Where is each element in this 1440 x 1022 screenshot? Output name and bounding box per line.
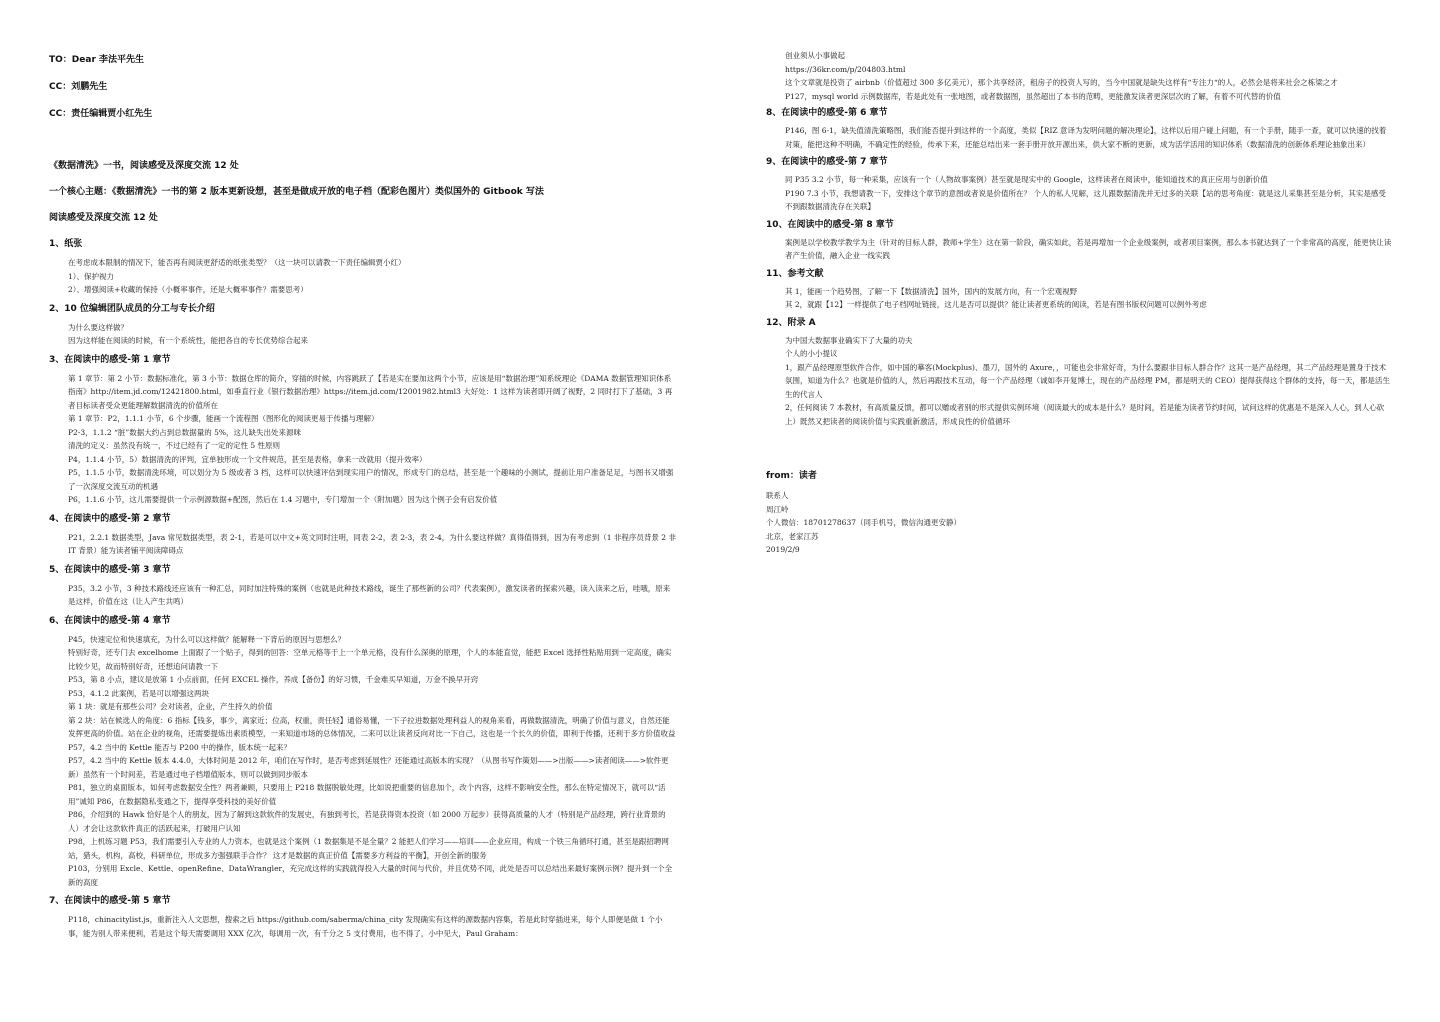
section-heading: 9、在阅读中的感受-第 7 章节	[766, 157, 888, 167]
section	[49, 895, 676, 940]
section-heading: 1、纸张	[49, 239, 83, 249]
document-title: 《数据清洗》一书，阅读感受及深度交流 12 处	[49, 161, 239, 171]
section-body	[766, 173, 1393, 214]
section-heading: 8、在阅读中的感受-第 6 章节	[766, 108, 888, 118]
contact-line: 联系人	[766, 491, 789, 500]
section-line: P98，上机练习题 P53，我们需要引入专业的人力资本，也就是这个案例（1 数据集是不是全量？2 能把人们学习——培训——企业应用，构成一个铁三角循环打通，甚至是跟招聘网站，猎头，机构，高校，科研单位，形成多方强强联手合作？ 这才是数据的真正价值【需要多方利益的平衡】，开创全新的服务	[68, 837, 669, 860]
section-line: P118，chinacitylist.js，重新注入人文思想，搜索之后 https://github.com/saberma/china_city 发现确实有这样的源数据内容集，若是此时穿插进来，每个人即便是做 1 个小事，能为别人带来便利，若是这个每天需要调用 XXX 亿次，每调用一次，有千分之 5 支付费用，也不得了，小中见大，Paul Graham：	[68, 915, 663, 938]
contact-line: 2019/2/9	[766, 545, 800, 554]
section-line: 案例是以学校教学教学为主（针对的目标人群，教师+学生）这在第一阶段，确实如此，若是再增加一个企业级案例，或者项目案例，那么本书就达到了一个非常高的高度，能更快让读者产生价值，融入企业一线实践	[785, 237, 1392, 260]
section-body	[766, 334, 1393, 429]
right-sections	[766, 107, 1393, 428]
section	[766, 219, 1393, 263]
section	[766, 107, 1393, 151]
section-heading: 10、在阅读中的感受-第 8 章节	[766, 219, 894, 230]
continued-line: P127，mysql world 示例数据库，若是此处有一张地图，或者数据图，虽然超出了本书的范畴，更能激发读者更深层次的了解，有着不可代替的价值	[785, 91, 1281, 101]
section-line: P6，1.1.6 小节，这儿需要提供一个示例源数据+配图，然后在 1.4 习题中，专门增加一个（附加题）因为这个例子会有启发价值	[68, 495, 498, 504]
continued-line: https://36kr.com/p/204803.html	[785, 64, 906, 74]
section-line: P81，独立的桌面版本，如何考虑数据安全性？两者兼顾，只要用上 P218 数据脱敏处理，比如说把重要的信息加个，改个内容，这样不影响安全性，那么在特定情况下，就可以“活用”诚知 P86，在数据隐私变通之下，提得享受科技的美好价值	[68, 783, 666, 806]
section-line: 特别好奇，还专门去 excelhome 上面跟了一个贴子，得到的回答：空单元格等于上一个单元格，没有什么深奥的原理，个人的本能直觉，能把 Excel 选择性粘贴用到一定高度，确实比较少见，故而特别好奇，还想追问请教一下	[68, 648, 672, 671]
section-line: P57，4.2 当中的 Kettle 版本 4.4.0，大体时间是 2012 年，咱们在写作时，是否考虑到延展性？还能通过高版本的实现？（从图书写作策划——>出版——>读者阅读——>软件更新）虽然有一个时间差，若是通过电子档增值版本，则可以做到同步版本	[68, 756, 669, 779]
section-line: 2，任何阅读 7 本教材，有高质量反馈，都可以赠或者别的形式提供实例环境（阅读最大的成本是什么？是时间，若是能为读者节约时间，试问这样的优惠是不是深入人心，到人心砍上）既然又把读者的阅读价值与实践重新激活，形成良性的价值循环	[785, 403, 1385, 426]
section-body	[49, 531, 676, 558]
section	[49, 564, 676, 609]
section	[49, 513, 676, 558]
continued-line: 创业须从小事做起	[785, 51, 845, 60]
section-line: P53，第 8 小点，建议是放第 1 小点前面，任何 EXCEL 操作，养成【备份】的好习惯，千金难买早知道，万金不换早开窍	[68, 675, 479, 684]
section-body	[766, 124, 1393, 151]
continued-text	[766, 49, 1393, 103]
section-line: 为中国大数据事业确实下了大量的功夫	[785, 335, 913, 345]
section-line: P103，分别用 Excle、Kettle、openRefine、DataWrangler，充完成这样的实践就得投入大量的时间与代价，并且优势不同，此处是否可以总结出来最好案例示例？提升到一个全新的高度	[68, 864, 673, 887]
section-line: 第 2 块：站在候选人的角度：6 指标【钱多，事少，离家近；位高，权重，责任轻】通俗易懂，一下子拉进数据处理利益人的视角来看，再做数据清洗，明确了价值与意义，自然还能发挥更高的价值。站在企业的视角，还需要提炼出素质模型，一来知道市场的总体情况，二来可以让读者反向对比一下自己，这也是一个长久的价值，即利于传播，还利于多方价值收益	[68, 715, 676, 738]
section-heading: 3、在阅读中的感受-第 1 章节	[49, 354, 171, 365]
section-line: 1）、保护视力	[68, 271, 115, 281]
section-body	[49, 633, 676, 890]
section-line: P57，4.2 当中的 Kettle 能否与 P200 中的操作，版本统一起来？	[68, 742, 292, 752]
section-line: P5，1.1.5 小节，数据清洗环境，可以划分为 5 级或者 3 档，这样可以快速评估到现实用户的情况，形成专门的总结，甚至是一个趣味的小测试，提前让用户准备足足，与图书又增强了一次深度交流互动的机遇	[68, 468, 674, 491]
contact-line: 北京，老家江苏	[766, 531, 819, 541]
section-line: P45，快速定位和快速填充，为什么可以这样做？能解释一下背后的原因与思想么？	[68, 634, 346, 644]
recipient-cc-1: CC：刘鹏先生	[49, 82, 108, 92]
section-body	[766, 236, 1393, 263]
section-line: P4，1.1.4 小节，5）数据清洗的评判，宜单独形成一个文件规范，甚至是表格，拿来一改就用（提升效率）	[68, 454, 427, 464]
section-body	[49, 913, 676, 940]
section-line: 其 2，就跟【12】一样提供了电子档网址链接，这儿是否可以提供？能让读者更系统的阅读，若是有图书版权问题可以例外考虑	[785, 300, 1207, 309]
contact-line: 个人微信：18701278637（同手机号，微信沟通更安静）	[766, 518, 961, 527]
section	[49, 615, 676, 890]
section-heading: 12、附录 A	[766, 317, 816, 328]
section-line: 第 1 章节：第 2 小节：数据标准化，第 3 小节：数据仓库的简介，穿插的时候，内容跳跃了【若是实在要加这两个小节，应该是用“数据治理”知系统理论《DAMA 数据管理知识体系指南》http://item.jd.com/12421800.html，如垂直行业《银行数据治理》https://item.jd.com/12001982.html3 大好处：1 这样为读者即开阔了视野，2 同时打下了基础，3 再者目标读者受众更能理解数据清洗的价值所在	[68, 373, 673, 410]
section-heading: 6、在阅读中的感受-第 4 章节	[49, 615, 171, 626]
section	[766, 317, 1393, 429]
section-heading: 4、在阅读中的感受-第 2 章节	[49, 513, 171, 524]
right-column	[766, 49, 1393, 557]
section-heading: 2、10 位编辑团队成员的分工与专长介绍	[49, 303, 215, 314]
section-line: 第 1 章节：P2，1.1.1 小节，6 个步骤，能画一个流程图（图形化的阅读更易于传播与理解）	[68, 414, 379, 423]
lead-heading: 阅读感受及深度交流 12 处	[49, 213, 158, 223]
section-line: P2-3，1.1.2 “脏”数据大约占到总数据量的 5%，这儿缺失出处来源咪	[68, 427, 302, 437]
section-line: 其 1，能画一个趋势图，了解一下【数据清洗】国外，国内的发展方向，有一个宏观视野	[785, 286, 1078, 296]
section-heading: 7、在阅读中的感受-第 5 章节	[49, 896, 171, 906]
section	[49, 303, 676, 348]
section	[49, 354, 676, 507]
section-heading: 5、在阅读中的感受-第 3 章节	[49, 564, 171, 575]
section-line: 同 P35 3.2 小节，每一种采集，应该有一个（人物故事案例）甚至就是现实中的 Google，这样读者在阅读中，能知道技术的真正应用与创新价值	[785, 175, 1268, 184]
section-line: P86，介绍到的 Hawk 恰好是个人的朋友，因为了解到这款软件的发展史，有独到考长，若是获得资本投资（如 2000 万起步）获得高质量的人才（特别是产品经理，跨行业背景的人）才会让这款软件真正的活跃起来，打破用户认知	[68, 810, 666, 833]
section-body	[49, 321, 676, 348]
section-line: 个人的小小提议	[785, 349, 838, 358]
section-line: 为什么要这样做？	[68, 322, 128, 332]
section-line: P53，4.1.2 此案例，若是可以增强这两块	[68, 688, 210, 698]
section-body	[49, 256, 676, 297]
from-heading: from：读者	[766, 471, 817, 481]
section-line: P146，图 6-1，缺失值清洗策略图，我们能否提升到这样的一个高度，类似【RIZ 意译为发明问题的解决理论】，这样以后用户碰上问题，有一个手册，随手一查，就可以快速的找着对策，能把这种不明确，不确定性的经验，传承下来，还能总结出来一套手册开放开源出来，供大家不断的更新，成为活学活用的知识体系（数据清洗的创新体系理论抽象出来）	[785, 126, 1387, 149]
recipient-to: TO：Dear 李法平先生	[49, 55, 145, 65]
section-line: 2）、增强阅读+收藏的保持（小概率事件，还是大概率事件？需要思考）	[68, 285, 308, 294]
section-body	[49, 582, 676, 609]
continued-line: 这个文章就是投资了 airbnb（价值超过 300 多亿美元），那个共享经济，租房子的投资人写的，当今中国就是缺失这样有“专注力“的人，必然会是将来社会之栋梁之才	[785, 78, 1338, 87]
left-sections	[49, 238, 676, 940]
section-line: 在考虑成本限制的情况下，能否再有阅读更舒适的纸张类型？（这一块可以请教一下责任编辑贾小红）	[68, 258, 406, 267]
contact-line: 周江岭	[766, 504, 789, 514]
section	[766, 268, 1393, 312]
section-line: 第 1 块：就是有那些公司？会对读者，企业，产生持久的价值	[68, 702, 273, 711]
section-line: 因为这样能在阅读的时候，有一个系统性，能把各自的专长优势综合起来	[68, 336, 308, 345]
section-line: P21，2.2.1 数据类型，Java 常见数据类型，表 2-1，若是可以中文+英文同时注明，同表 2-2，表 2-3，表 2-4，为什么要这样做？真得值得到，因为有考虑到（1 非程序员背景 2 非 IT 背景）能为读者铺平阅读障碍点	[68, 532, 676, 555]
contact-block	[766, 489, 1393, 557]
section	[766, 156, 1393, 214]
section-line: P190 7.3 小节，我想请教一下，安排这个章节的意图或者说是价值所在？ 个人的私人见解，这儿跟数据清洗并无过多的关联【站的思考角度：就是这儿采集甚至是分析，其实是感受不到跟数据清洗存在关联】	[785, 188, 1386, 211]
core-theme: 一个核心主题：《数据清洗》一书的第 2 版本更新设想，甚至是做成开放的电子档（配彩色图片）类似国外的 Gitbook 写法	[49, 187, 544, 197]
section-body	[49, 372, 676, 507]
section-line: P35，3.2 小节，3 种技术路线还应该有一种汇总，同时加注特殊的案例（也就是此种技术路线，诞生了那些新的公司？代表案例），激发读者的探索兴趣，读入读来之后，哇哦，原来是这样，价值在这（让人产生共鸣）	[68, 583, 671, 606]
section-heading: 11、参考文献	[766, 268, 824, 279]
left-column	[49, 54, 676, 946]
section-line: 清洗的定义：虽然没有统一，不过已经有了一定的定性 5 性原则	[68, 441, 281, 450]
section	[49, 238, 676, 297]
recipient-cc-2: CC：责任编辑贾小红先生	[49, 109, 153, 119]
section-body	[766, 285, 1393, 312]
section-line: 1，跟产品经理原型软件合作，如中国的摹客(Mockplus)、墨刀，国外的 Axure，，可能也会非常好奇，为什么要跟非目标人群合作？这其一是产品经理，其二产品经理是置身于技术氛围，知道为什么？也就是价值的人，然后再跟技术互动，每一个产品经理（诚如李开复博士，现在的产品经理 PM，都是明天的 CEO）提得获得这个群体的支持，每一天，都是活生生的代言人	[785, 362, 1390, 399]
